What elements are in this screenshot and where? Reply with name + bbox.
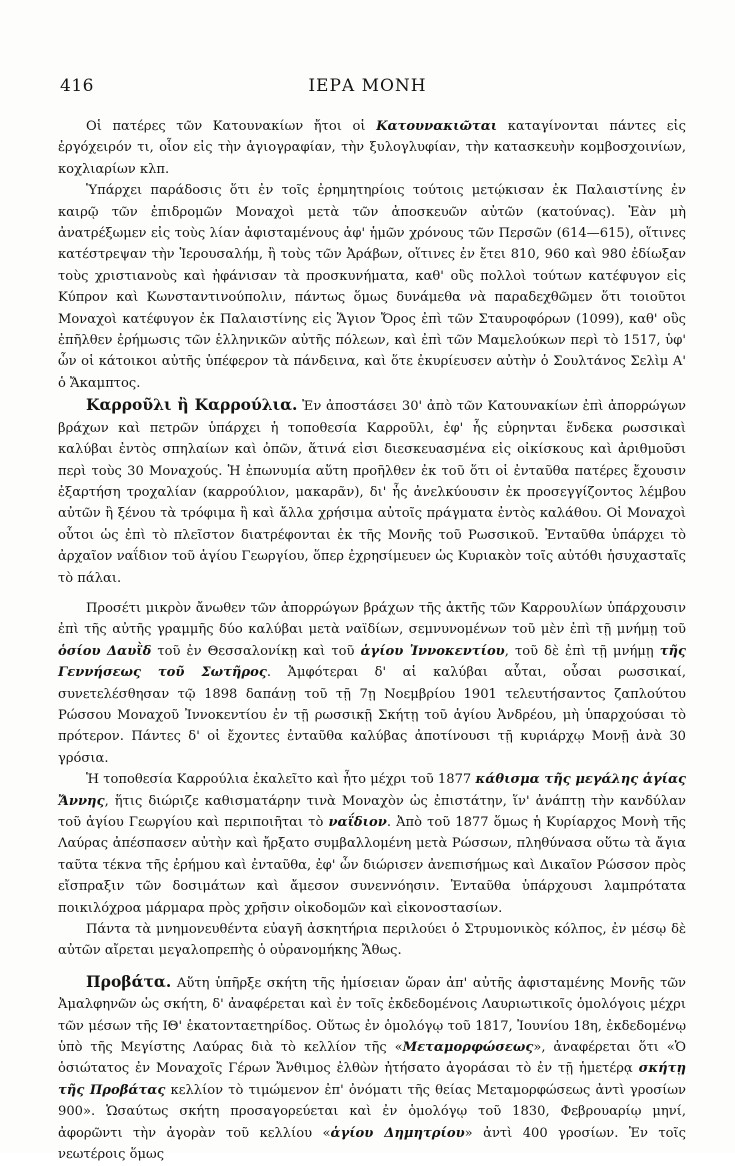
term-kathisma-annis: κάθισμα τῆς μεγάλης ἁγίας Ἄννης <box>58 772 687 809</box>
page-body <box>58 116 686 1166</box>
term-agiou-innokentiou: ἁγίου Ἰννοκεντίου <box>360 643 505 659</box>
section-heading-provata: Προβάτα. <box>86 971 172 991</box>
paragraph-provata: Προβάτα. Αὕτη ὑπῆρξε σκήτη τῆς ἡμίσειαν ὥραν ἀπ' αὐτῆς ἀφισταμένης Μονῆς τῶν Ἀμαλφηνῶν ὡς σκήτη, δ' ἀναφέρεται καὶ ἐν τοῖς ἐκδεδομένοις Λαυριωτικοῖς ὁμολόγοις μέχρι τῶν μέσων τῆς ΙΘ' ἑκατονταετηρίδος. Οὕτως ἐν ὁμολόγῳ τοῦ 1817, Ἰουνίου 18η, ἐκδεδομένῳ ὑπὸ τῆς Μεγίστης Λαύρας διὰ τὸ κελλίον τῆς «Μεταμορφώσεως», ἀναφέρεται ὅτι «Ὁ ὁσιώτατος ἐν Μοναχοῖς Γέρων Ἄνθιμος ἐλθὼν ἠτήσατο ἀγοράσαι τὸ ἐν τῇ ἡμετέρᾳ σκήτῃ τῆς Προβάτας κελλίον τὸ τιμώμενον ἐπ' ὀνόματι τῆς θείας Μεταμορφώσεως ἀντὶ γροσίων 900». Ὡσαύτως σκήτη προσαγορεύεται καὶ ἐν ὁμολόγῳ τοῦ 1830, Φεβρουαρίῳ μηνί, ἀφορῶντι τὴν ἀγορὰν τοῦ κελλίου «ἁγίου Δημητρίου» ἀντὶ 400 γροσίων. Ἐν τοῖς νεωτέροις ὅμως <box>58 971 687 1163</box>
paragraph-katounakiotai: Οἱ πατέρες τῶν Κατουνακίων ἤτοι οἱ Κατουνακιῶται καταγίνονται πάντες εἰς ἐργόχειρόν τι, οἷον εἰς τὴν ἁγιογραφίαν, τὴν ξυλογλυφίαν, τὴν κατασκευὴν κομβοσχοινίων, κοχλιαρίων κλπ. <box>58 119 686 177</box>
term-naidion: ναΐδιον <box>328 815 387 830</box>
paragraph-kathisma: Ἡ τοποθεσία Καρρούλια ἐκαλεῖτο καὶ ἦτο μέχρι τοῦ 1877 κάθισμα τῆς μεγάλης ἁγίας Ἄννης, ἥτις διώριζε καθισματάρην τινὰ Μοναχὸν ὡς ἐπιστάτην, ἵν' ἀνάπτῃ τὴν κανδύλαν τοῦ ἁγίου Γεωργίου καὶ περιποιῆται τὸ ναΐδιον. Ἀπὸ τοῦ 1877 ὅμως ἡ Κυρίαρχος Μονὴ τῆς Λαύρας ἀπέσπασεν αὐτὴν καὶ ἤρξατο συμβαλλομένη μετὰ Ρώσσων, πληθύνασα οὕτω τὰ ἄγια ταῦτα τέκνα τῆς ἐρήμου καὶ ἐνταῦθα, ἐφ' ὧν διώρισεν ἀνεπισήμως καὶ Δικαῖον Ρώσσον πρὸς εἴσπραξιν τῶν δοσιμάτων καὶ ἄμεσον συνεννόησιν. Ἐνταῦθα ὑπάρχουσι λαμπρότατα ποικιλόχροα μάρμαρα πρὸς χρῆσιν οἰκοδομῶν καὶ εἰκονοστασίων. <box>58 772 687 916</box>
term-katounakiotai: Κατουνακιῶται <box>376 119 498 134</box>
section-heading-karrouli: Καρροῦλι ἢ Καρρούλια. <box>86 395 298 415</box>
term-agiou-dimitriou: ἁγίου Δημητρίου <box>330 1125 465 1141</box>
term-genneseos: τῆς Γεννήσεως τοῦ Σωτῆρος <box>58 643 686 681</box>
term-osiou-david: ὁσίου Δαυῒδ <box>58 643 152 659</box>
term-skiti-provatas: σκήτῃ τῆς Προβάτας <box>58 1061 686 1098</box>
running-title: ΙΕΡΑ ΜΟΝΗ <box>308 76 427 96</box>
paragraph-two-huts: Προσέτι μικρὸν ἄνωθεν τῶν ἀπορρώγων βράχων τῆς ἀκτῆς τῶν Καρρουλίων ὑπάρχουσιν ἐπὶ τῆς αὐτῆς γραμμῆς δύο καλύβαι μετὰ ναϊδίων, σεμνυνομένων τοῦ μὲν ἐπὶ τῇ μνήμῃ τοῦ ὁσίου Δαυῒδ τοῦ ἐν Θεσσαλονίκῃ καὶ τοῦ ἁγίου Ἰννοκεντίου, τοῦ δὲ ἐπὶ τῇ μνήμῃ τῆς Γεννήσεως τοῦ Σωτῆρος. Ἀμφότεραι δ' αἱ καλύβαι αὗται, οὖσαι ρωσσικαί, συνετελέσθησαν τῷ 1898 δαπάνῃ τοῦ τῇ 7ῃ Νοεμβρίου 1901 τελευτήσαντος ζαπλούτου Ρώσσου Μοναχοῦ Ἰννοκεντίου ἐν τῇ ρωσσικῇ Σκήτῃ τοῦ ἁγίου Ἀνδρέου, μὴ ὑπαρχούσαι τὸ πρότερον. Πάντες δ' οἱ ἔχοντες ἐνταῦθα καλύβας ἀποτίνουσι τῇ κυριάρχῳ Μονῇ ἀνὰ 30 γρόσια. <box>58 600 686 766</box>
term-metamorfoseos: Μεταμορφώσεως <box>402 1040 534 1056</box>
paragraph-tradition: Ὑπάρχει παράδοσις ὅτι ἐν τοῖς ἐρημητηρίοις τούτοις μετῴκισαν ἐκ Παλαιστίνης ἐν καιρῷ τῶν ἐπιδρομῶν Μοναχοὶ μετὰ τῶν ἀποσκευῶν αὐτῶν (κατούνας). Ἐὰν μὴ ἀνατρέξωμεν εἰς τοὺς λίαν ἀφισταμένους ἀφ' ἡμῶν χρόνους τῶν Περσῶν (614—615), οἵτινες κατέστρεψαν τὴν Ἱερουσαλήμ, ἢ τοὺς τῶν Ἀράβων, οἵτινες ἐν ἔτει 810, 960 καὶ 980 ἐδίωξαν τοὺς χριστιανοὺς καὶ ἠφάνισαν τὰ προσκυνήματα, καθ' οὓς πολλοὶ τούτων κατέφυγον εἰς Κύπρον καὶ Κωνσταντινούπολιν, πάντως ὅμως δυνάμεθα νὰ παραδεχθῶμεν ὅτι τοιοῦτοι Μοναχοὶ κατέφυγον ἐκ Παλαιστίνης εἰς Ἅγιον Ὄρος ἐπὶ τῶν Σταυροφόρων (1099), καθ' οὓς ἐπῆλθεν ἐρήμωσις τῶν ἑλληνικῶν αὐτῆς πόλεων, καὶ ἐπὶ τῶν Μαμελούκων περὶ τὸ 1517, ὑφ' ὧν οἱ κάτοικοι αὐτῆς ὑπέφερον τὰ πάνδεινα, καὶ ὅτε ἐκυρίευσεν αὐτὴν ὁ Σουλτάνος Σελὶμ Α' ὁ Ἄκαμπτος. <box>58 183 686 391</box>
page-number: 416 <box>60 76 94 96</box>
paragraph-strymonikos: Πάντα τὰ μνημονευθέντα εὐαγῆ ἀσκητήρια περιλούει ὁ Στρυμονικὸς κόλπος, ἐν μέσῳ δὲ αὐτῶν αἴρεται μεγαλοπρεπὴς ὁ οὐρανομήκης Ἄθως. <box>58 922 686 959</box>
paragraph-karrouli: Καρροῦλι ἢ Καρρούλια. Ἐν ἀποστάσει 30' ἀπὸ τῶν Κατουνακίων ἐπὶ ἀπορρώγων βράχων καὶ πετρῶν ὑπάρχει ἡ τοποθεσία Καρροῦλι, ἐφ' ἧς εὑρηνται ἕνδεκα ρωσσικαὶ καλύβαι ἐντὸς σπηλαίων καὶ ὀπῶν, ἅτινά εἰσι διεσκευασμένα εἰς οἰκίσκους καὶ ἀριθμοῦσι περὶ τοὺς 30 Μοναχούς. Ἡ ἐπωνυμία αὕτη προῆλθεν ἐκ τοῦ ὅτι οἱ ἐνταῦθα πατέρες ἔχουσιν ἐξαρτήση τροχαλίαν (καρρούλιον, μακαρᾶν), δι' ἧς ἀνελκύουσιν ἐκ προσεγγίζοντος λέμβου αὐτῶν ἢ ξένου τὰ τρόφιμα ἢ καὶ ἄλλα χρήσιμα αὐτοῖς πράγματα ἐντὸς καλάθου. Οἱ Μοναχοὶ οὗτοι ὡς ἐπὶ τὸ πλεῖστον διατρέφονται ἐκ τῆς Μονῆς τοῦ Ρωσσικοῦ. Ἐνταῦθα ὑπάρχει τὸ ἀρχαῖον ναΐδιον τοῦ ἁγίου Γεωργίου, ὅπερ ἐχρησίμευεν ὡς Κυριακὸν τοῖς αὐτόθι ἡσυχασταῖς τὸ πάλαι. <box>58 395 686 586</box>
